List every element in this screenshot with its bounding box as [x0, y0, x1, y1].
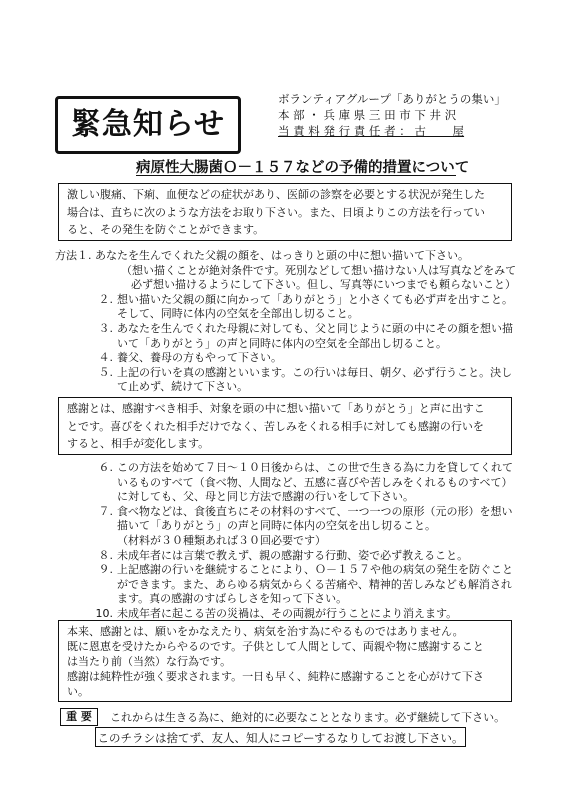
- method-item: [95, 505, 513, 520]
- method-line: 未成年者には言葉で教えず、親の感謝する行動、姿で必ず教えること。: [117, 548, 469, 562]
- closing-line: い。: [67, 685, 89, 698]
- important-text: これからは生きる為に、絶対的に必要なこととなります。必ず継続して下さい。: [110, 711, 506, 724]
- method-item: [55, 322, 516, 337]
- method-line: 未成年者に起こる苦の災禍は、その両親が行うことにより消えます。: [117, 606, 458, 620]
- closing-box: [58, 620, 512, 702]
- method-number: ７.: [98, 504, 113, 518]
- method-line: 想い描いた父親の顔に向かって「ありがとう」と小さくても必ず声を出すこと。: [117, 292, 513, 306]
- method-line: 上記の行いを真の感謝といいます。この行いは毎日、朝夕、必ず行うこと。決し: [117, 365, 513, 379]
- method-number: ６.: [98, 461, 113, 474]
- gratitude-line: 感謝とは、感謝すべき相手、対象を頭の中に想い描いて「ありがとう」と声に出すこ: [67, 402, 485, 415]
- method-line: 必ず想い描けるようにして下さい。但し、写真等にいつまでも頼らないこと）: [131, 278, 516, 292]
- method-line: て止めず、続けて下さい。: [117, 380, 249, 394]
- method-lead: 方法１.: [55, 249, 92, 262]
- method-line: この方法を始めて７日～１０日後からは、この世で生きる為に力を貸してくれて: [117, 461, 513, 474]
- method-line: ができます。また、あらゆる病気からくる苦痛や、精神的苦しみなども解消され: [117, 577, 512, 591]
- method-item: [95, 461, 513, 476]
- gratitude-line: とです。喜びをくれた相手だけでなく、苦しみをくれる相手に対しても感謝の行いを: [67, 419, 484, 433]
- intro-line: 激しい腹痛、下痢、血便などの症状があり、医師の診察を必要とする状況が発生した: [67, 188, 485, 201]
- method-line: （想い描くことが絶対条件です。死別などして想い描けない人は写真などをみて: [121, 263, 517, 277]
- method-number: ９.: [98, 563, 113, 577]
- footer-notice: このチラシは捨てず、友人、知人にコピーするなりしてお渡し下さい。: [95, 727, 466, 747]
- method-line: 描いて「ありがとう」の声と同時に体内の空気を出し切ること。: [117, 519, 436, 533]
- method-number: ２.: [98, 292, 113, 306]
- intro-box: [58, 183, 512, 241]
- method-number: ４.: [98, 351, 113, 365]
- method-number: ８.: [98, 548, 113, 562]
- method-line: 食べ物などは、食後直ちにその材料のすべて、一つ一つの原形（元の形）を想い: [117, 504, 513, 518]
- method-item: [95, 563, 513, 578]
- method-item: [55, 366, 516, 381]
- closing-line: 感謝は純粋性が強く要求されます。一日も早く、純粋に感謝することを心がけて下さ: [67, 670, 484, 683]
- intro-line: ると、その発生を防ぐことができます。: [67, 223, 265, 236]
- method-item: [55, 351, 516, 366]
- organization-address: 本 部 ・ 兵 庫 県 三 田 市 下 井 沢: [278, 108, 457, 122]
- closing-line: 本来、感謝とは、願いをかなえたり、病気を治す為にやるものではありません。: [67, 625, 464, 638]
- methods-list-a: [55, 249, 516, 395]
- method-number: ５.: [98, 365, 113, 379]
- publisher-line: 当 責 料 発 行 責 任 者 ： 古 屋: [278, 124, 465, 138]
- gratitude-definition-box: [58, 397, 512, 455]
- document-title: 緊急知らせ: [55, 96, 241, 154]
- method-line: 上記感謝の行いを継続することにより、Ｏ－１５７や他の病気の発生を防ぐこと: [117, 563, 513, 577]
- closing-line: は当たり前（当然）な行為です。: [67, 655, 232, 668]
- methods-list-b: [95, 461, 513, 622]
- method-line: いるものすべて（食べ物、人間など、五感に喜びや苦しみをくれるものすべて）: [117, 475, 513, 489]
- method-number: ３.: [98, 321, 113, 335]
- method-item: [95, 549, 513, 564]
- organization-name: ボランティアグループ「ありがとうの集い」: [278, 92, 506, 106]
- intro-line: 場合は、直ちに次のような方法をお取り下さい。また、日頃よりこの方法を行ってい: [67, 205, 485, 219]
- gratitude-line: すると、相手が変化します。: [67, 437, 210, 450]
- method-item: [55, 249, 516, 264]
- method-line: そして、同時に体内の空気を全部出し切ること。: [117, 307, 359, 321]
- method-item: [55, 293, 516, 308]
- method-number: 10.: [95, 606, 113, 620]
- method-line: あなたを生んでくれた母親に対しても、父と同じように頭の中にその顔を想い描: [117, 321, 513, 335]
- method-line: 養父、養母の方もやって下さい。: [117, 351, 282, 365]
- important-label: 重 要: [60, 708, 98, 726]
- method-line: ます。真の感謝のすばらしさを知って下さい。: [117, 592, 348, 606]
- method-line: いて「ありがとう」の声と同時に体内の空気を全部出し切ること。: [117, 336, 447, 350]
- method-line: （材料が３０種類あれば３０回必要です）: [117, 533, 326, 547]
- subject-underline: [136, 175, 456, 176]
- method-line: に対しても、父、母と同じ方法で感謝の行いをして下さい。: [117, 490, 414, 504]
- subject-heading: 病原性大腸菌Ｏ－１５７などの予備的措置について: [136, 160, 470, 176]
- method-line: あなたを生んでくれた父親の顔を、はっきりと頭の中に想い描いて下さい。: [95, 249, 469, 262]
- closing-line: 既に恩恵を受けたからやるのです。子供として人間として、両親や物に感謝すること: [67, 640, 484, 653]
